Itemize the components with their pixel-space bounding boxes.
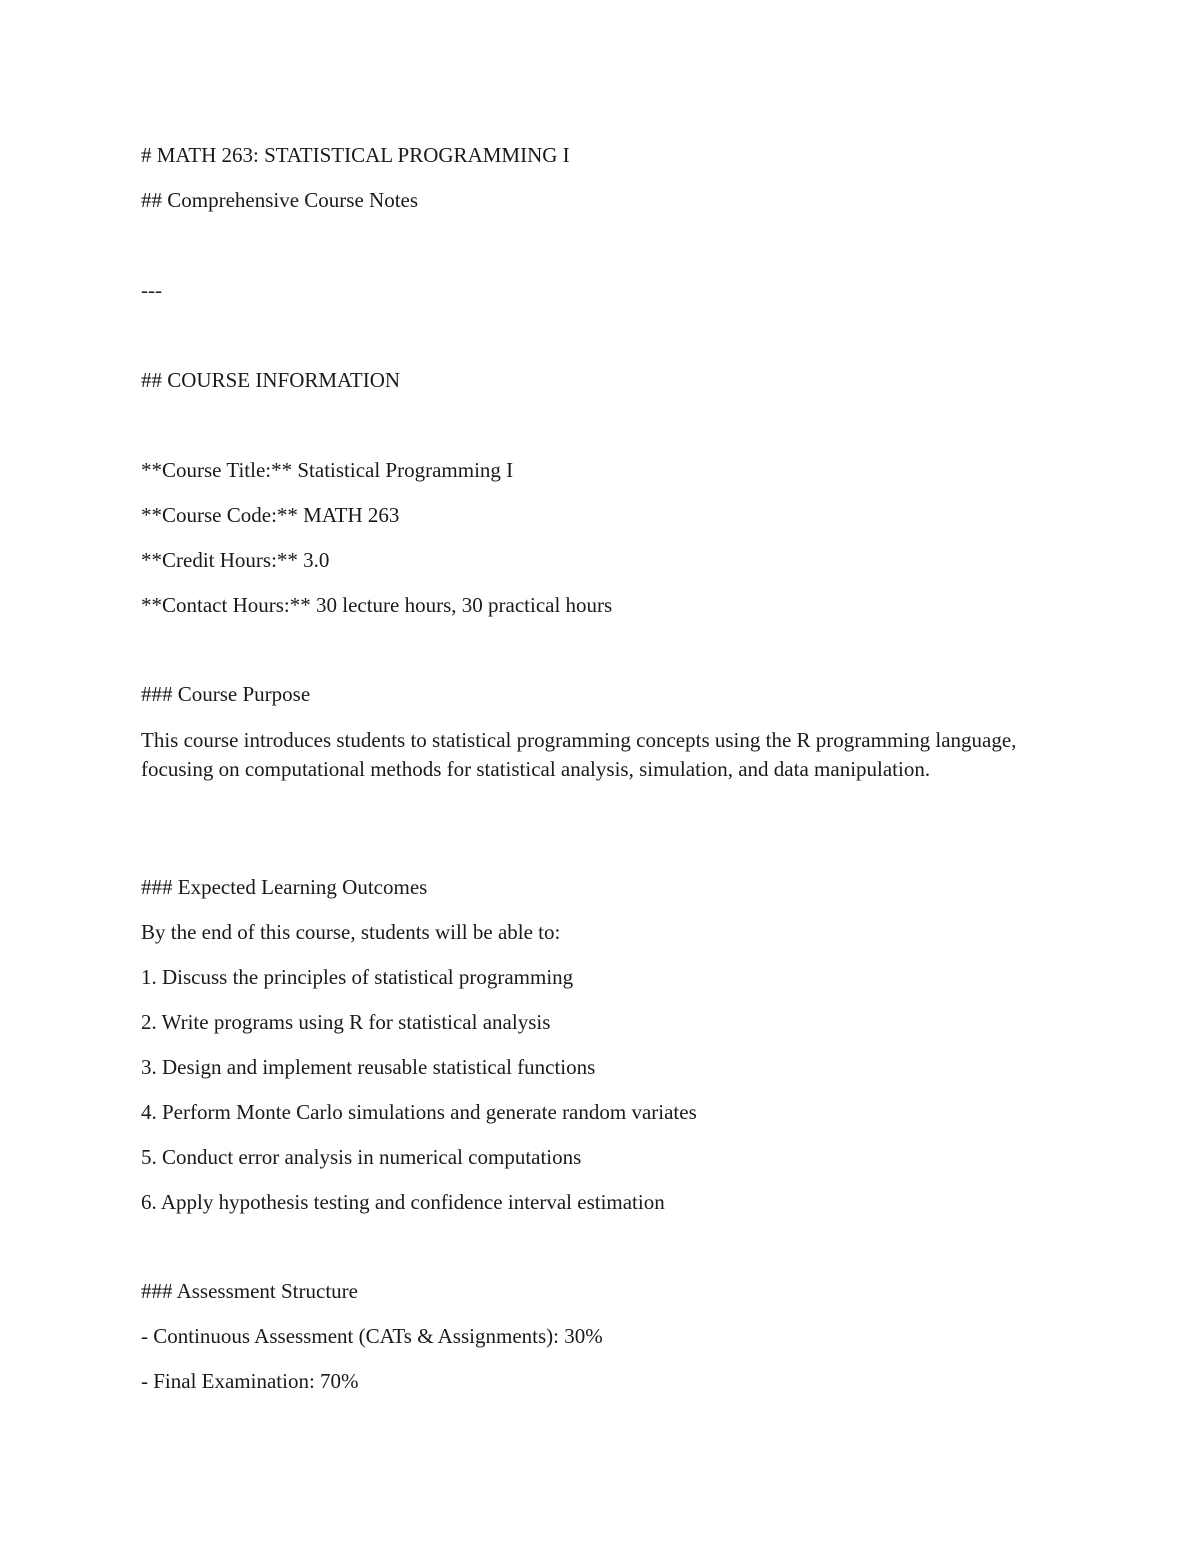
learning-outcome-item: 3. Design and implement reusable statistical functions [141,1055,596,1079]
learning-outcome-item: 2. Write programs using R for statistical analysis [141,1010,551,1034]
learning-outcome-item: 5. Conduct error analysis in numerical computations [141,1145,582,1169]
assessment-structure-heading: ### Assessment Structure [141,1279,358,1303]
document-title: # MATH 263: STATISTICAL PROGRAMMING I [141,143,570,167]
course-code-line: **Course Code:** MATH 263 [141,503,400,527]
learning-outcome-item: 4. Perform Monte Carlo simulations and generate random variates [141,1100,697,1124]
learning-outcomes-intro: By the end of this course, students will be able to: [141,920,561,944]
learning-outcome-item: 6. Apply hypothesis testing and confidence interval estimation [141,1190,665,1214]
assessment-item: - Continuous Assessment (CATs & Assignments): 30% [141,1324,603,1348]
learning-outcome-item: 1. Discuss the principles of statistical programming [141,965,574,989]
document-subtitle: ## Comprehensive Course Notes [141,188,419,212]
horizontal-rule-text: --- [141,278,162,302]
course-information-heading: ## COURSE INFORMATION [141,368,401,392]
course-purpose-paragraph: This course introduces students to statistical programming concepts using the R programming language, focusing on computational methods for statistical analysis, simulation, and data manipulation. [141,728,1017,781]
course-purpose-heading: ### Course Purpose [141,682,311,706]
learning-outcomes-heading: ### Expected Learning Outcomes [141,875,428,899]
credit-hours-line: **Credit Hours:** 3.0 [141,548,330,572]
contact-hours-line: **Contact Hours:** 30 lecture hours, 30 practical hours [141,593,613,617]
course-title-line: **Course Title:** Statistical Programming I [141,458,514,482]
assessment-item: - Final Examination: 70% [141,1369,359,1393]
